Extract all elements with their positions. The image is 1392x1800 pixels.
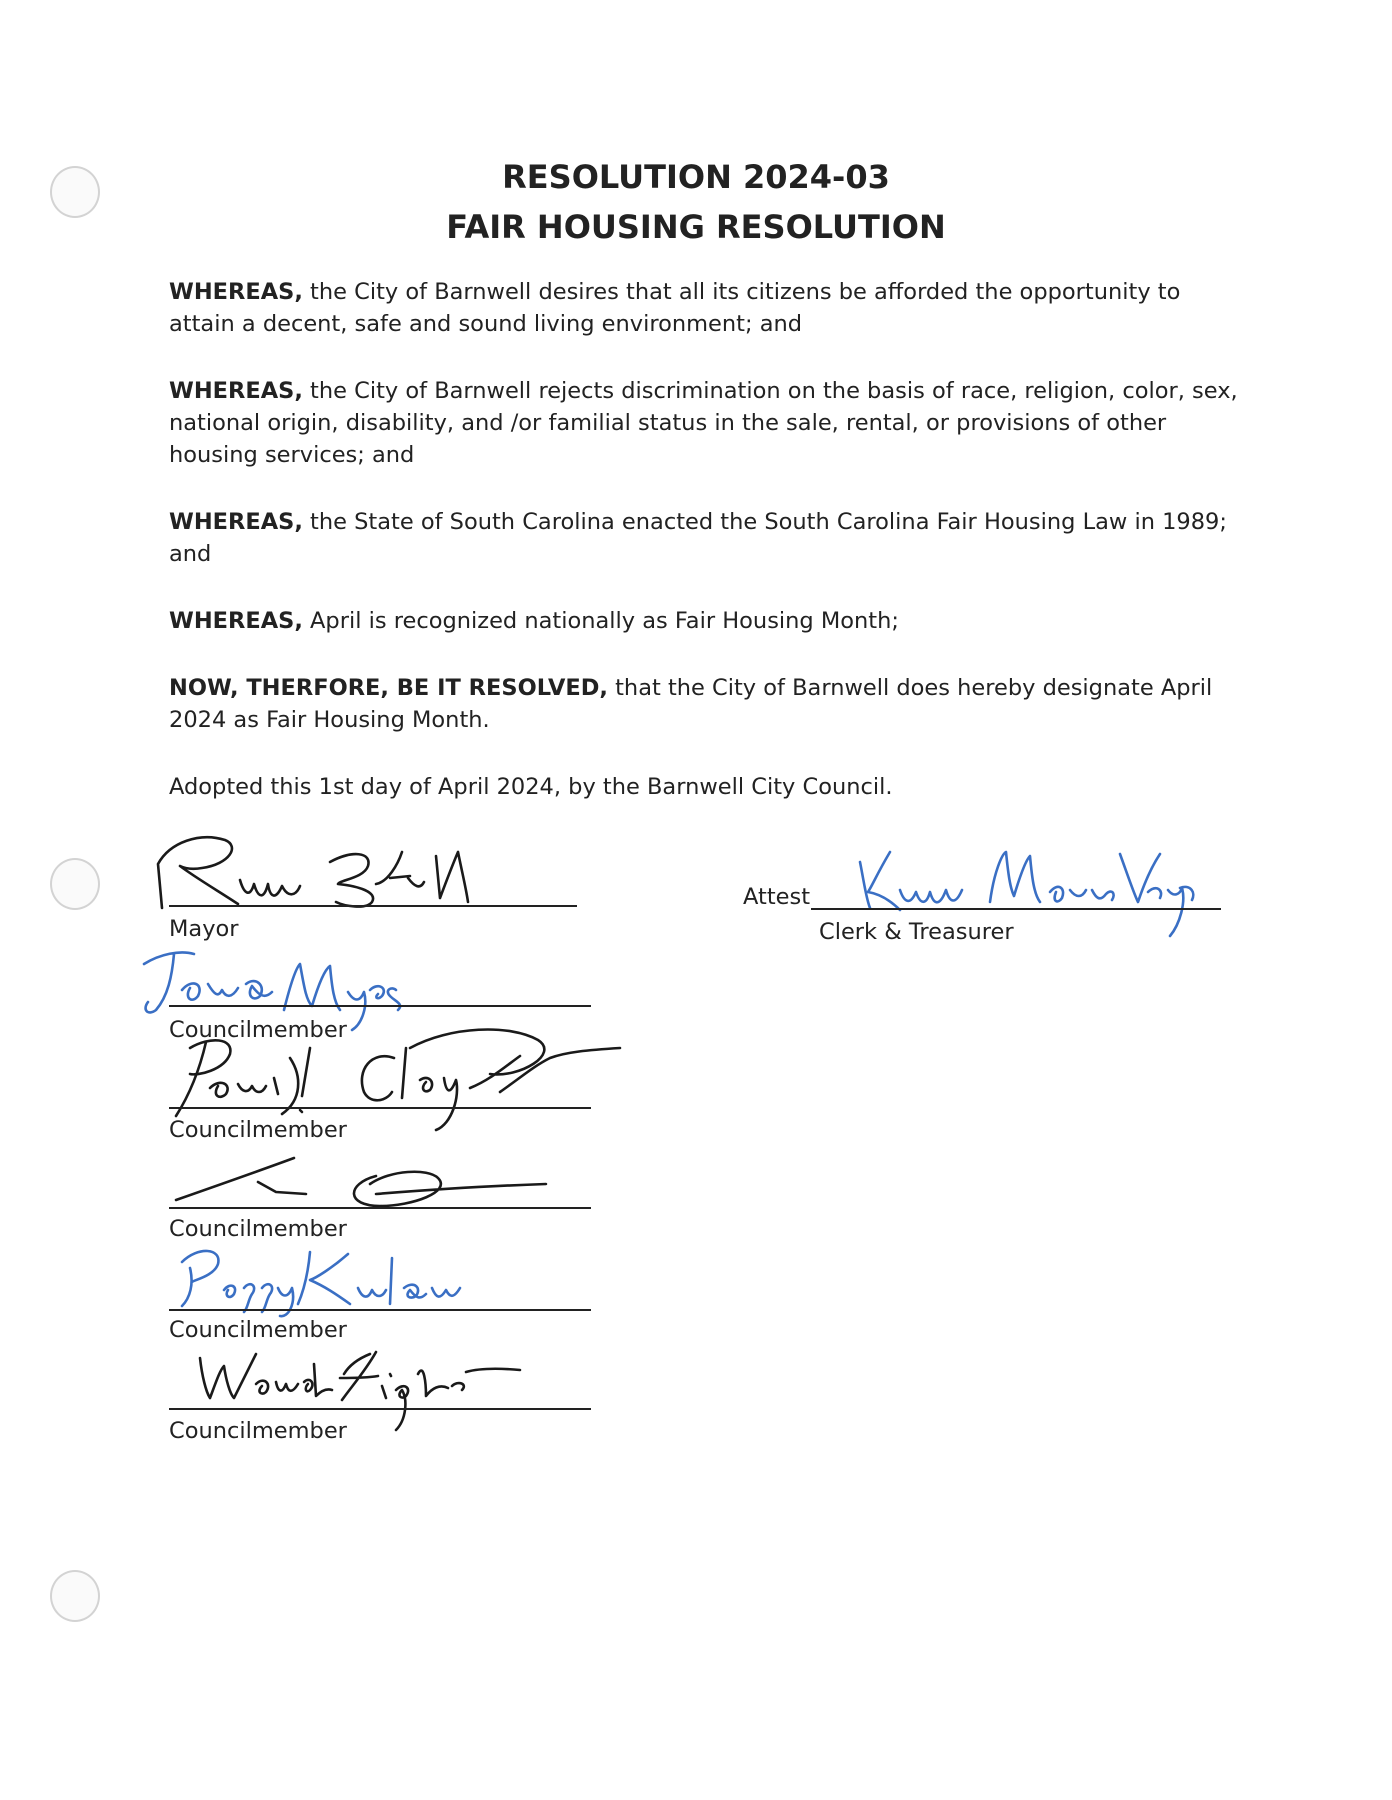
paragraph-text: the City of Barnwell rejects discrimination on the basis of race, religion, color, sex, national origin, disability, and /or familial status in the sale, rental, or provisions of other housing services; and bbox=[169, 378, 1238, 468]
mayor-signature-line bbox=[169, 905, 577, 907]
councilmember-1-signature-line bbox=[169, 1005, 591, 1007]
paragraph-text: the City of Barnwell desires that all its citizens be afforded the opportunity to attain a decent, safe and sound living environment; and bbox=[169, 279, 1181, 337]
councilmember-2-signature-line bbox=[169, 1107, 591, 1109]
attest-label: Attest bbox=[743, 884, 811, 910]
councilmember-1-caption: Councilmember bbox=[169, 1017, 347, 1043]
resolution-name: FAIR HOUSING RESOLUTION bbox=[446, 208, 946, 246]
paragraph-lead: WHEREAS, bbox=[169, 608, 303, 634]
mayor-caption: Mayor bbox=[169, 916, 239, 942]
paragraph-lead: WHEREAS, bbox=[169, 378, 303, 404]
councilmember-3-signature-line bbox=[169, 1207, 591, 1209]
paragraph-text: the State of South Carolina enacted the South Carolina Fair Housing Law in 1989; and bbox=[169, 509, 1227, 567]
whereas-paragraph bbox=[169, 605, 1249, 637]
punch-hole bbox=[50, 858, 100, 910]
adopted-statement: Adopted this 1st day of April 2024, by the Barnwell City Council. bbox=[169, 774, 893, 800]
councilmember-2-caption: Councilmember bbox=[169, 1117, 347, 1143]
paragraph-lead: WHEREAS, bbox=[169, 509, 303, 535]
paragraph-text: that the City of Barnwell does hereby designate April 2024 as Fair Housing Month. bbox=[169, 675, 1213, 733]
resolution-body bbox=[169, 276, 1249, 838]
councilmember-3-caption: Councilmember bbox=[169, 1216, 347, 1242]
whereas-paragraph bbox=[169, 375, 1249, 471]
punch-hole bbox=[50, 1570, 100, 1622]
whereas-paragraph bbox=[169, 276, 1249, 340]
whereas-paragraph bbox=[169, 506, 1249, 570]
clerk-signature-line bbox=[811, 908, 1221, 910]
councilmember-5-signature-line bbox=[169, 1408, 591, 1410]
councilmember-5-caption: Councilmember bbox=[169, 1418, 347, 1444]
councilmember-4-signature-line bbox=[169, 1309, 591, 1311]
resolved-paragraph bbox=[169, 672, 1249, 736]
paragraph-text: April is recognized nationally as Fair Housing Month; bbox=[302, 608, 899, 634]
resolution-number: RESOLUTION 2024-03 bbox=[502, 158, 890, 196]
paragraph-lead: WHEREAS, bbox=[169, 279, 303, 305]
mayor-signature bbox=[140, 822, 470, 912]
councilmember-4-caption: Councilmember bbox=[169, 1317, 347, 1343]
document-title bbox=[0, 152, 1392, 252]
paragraph-lead: NOW, THERFORE, BE IT RESOLVED, bbox=[169, 675, 608, 701]
councilmember-4-signature bbox=[164, 1228, 484, 1318]
clerk-caption: Clerk & Treasurer bbox=[819, 919, 1014, 945]
